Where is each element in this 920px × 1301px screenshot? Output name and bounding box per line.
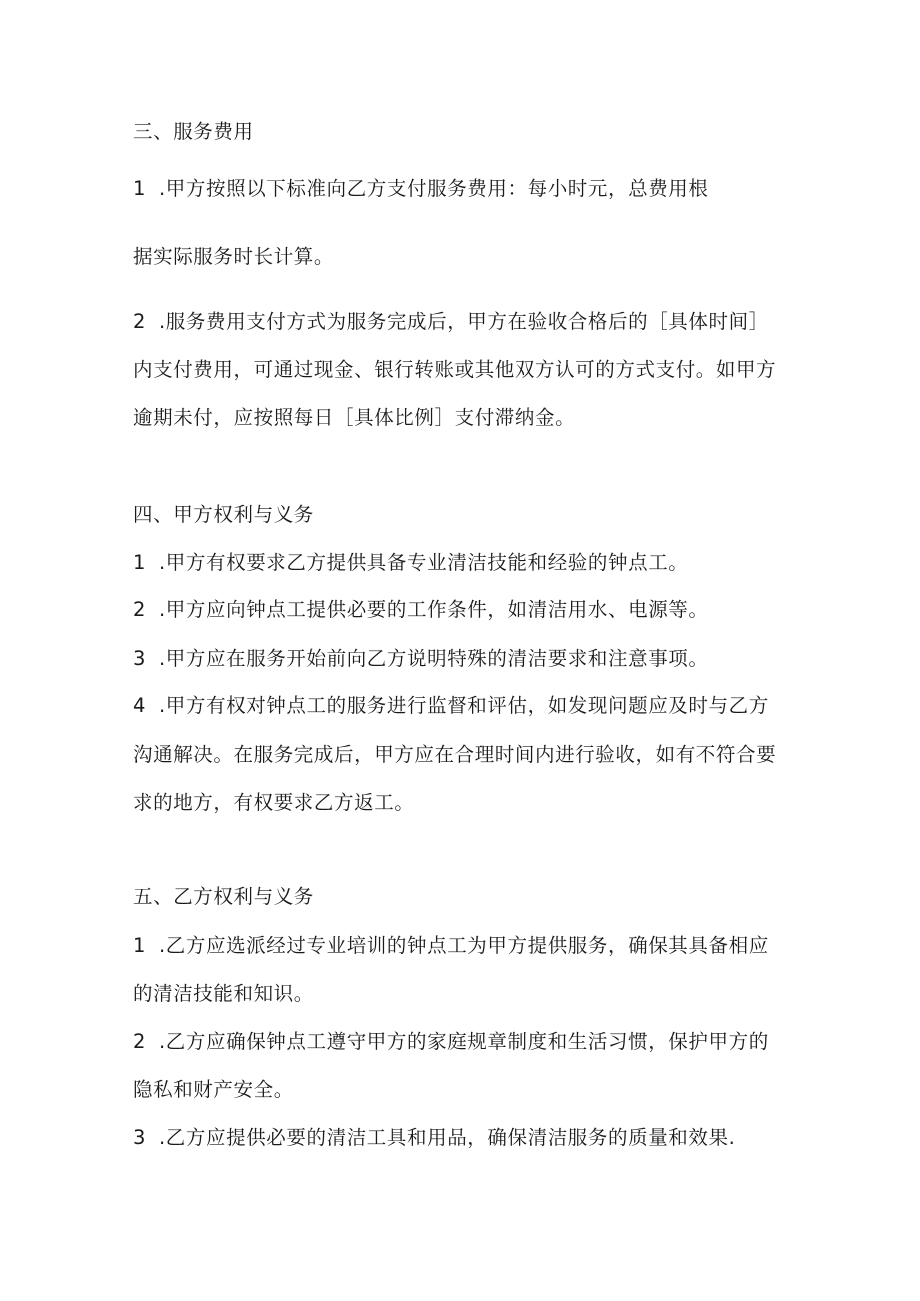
item-number: 3 [133,647,147,670]
section-4-item-4-line-1 [133,694,793,718]
item-text: .乙方应提供必要的清洁工具和用品，确保清洁服务的质量和效果. [159,1126,736,1149]
item-text: .乙方应确保钟点工遵守甲方的家庭规章制度和生活习惯，保护甲方的 [159,1030,769,1053]
section-4-item-3-line-1 [133,647,793,671]
section-3-item-2-line-3: 逾期未付，应按照每日［具体比例］支付滞纳金。 [133,406,576,429]
item-number: 1 [133,551,147,574]
section-5-item-1-line-1 [133,934,793,958]
section-3-item-2-line-2: 内支付费用，可通过现金、银行转账或其他双方认可的方式支付。如甲方 [133,358,777,381]
section-5-item-1-line-2: 的清洁技能和知识。 [133,982,314,1005]
section-5-item-3-line-1 [133,1126,793,1150]
item-text: .甲方应向钟点工提供必要的工作条件，如清洁用水、电源等。 [159,598,709,621]
item-number: 2 [133,1030,147,1053]
section-3-item-1-line-1 [133,177,793,201]
section-4-item-1-line-1 [133,551,793,575]
section-4-heading: 四、甲方权利与义务 [133,503,314,526]
item-number: 1 [133,177,147,200]
item-number: 1 [133,934,147,957]
item-text: .甲方有权要求乙方提供具备专业清洁技能和经验的钟点工。 [159,551,689,574]
section-5-item-2-line-2: 隐私和财产安全。 [133,1078,294,1101]
item-text: .甲方按照以下标准向乙方支付服务费用：每小时元，总费用根 [159,177,709,200]
item-text: .服务费用支付方式为服务完成后，甲方在验收合格后的［具体时间］ [159,310,769,333]
item-text: .乙方应选派经过专业培训的钟点工为甲方提供服务，确保其具备相应 [159,934,769,957]
section-4-item-4-line-2: 沟通解决。在服务完成后，甲方应在合理时间内进行验收，如有不符合要 [133,743,777,766]
section-4-item-2-line-1 [133,598,793,622]
item-text: .甲方有权对钟点工的服务进行监督和评估，如发现问题应及时与乙方 [159,694,769,717]
section-5-item-2-line-1 [133,1030,793,1054]
item-text: .甲方应在服务开始前向乙方说明特殊的清洁要求和注意事项。 [159,647,709,670]
item-number: 3 [133,1126,147,1149]
section-3-heading: 三、服务费用 [133,120,254,143]
section-3-item-1-line-2: 据实际服务时长计算。 [133,245,335,268]
section-5-heading: 五、乙方权利与义务 [133,885,314,908]
section-4-item-4-line-3: 求的地方，有权要求乙方返工。 [133,791,415,814]
item-number: 4 [133,694,147,717]
item-number: 2 [133,598,147,621]
item-number: 2 [133,310,147,333]
section-3-item-2-line-1 [133,310,793,334]
